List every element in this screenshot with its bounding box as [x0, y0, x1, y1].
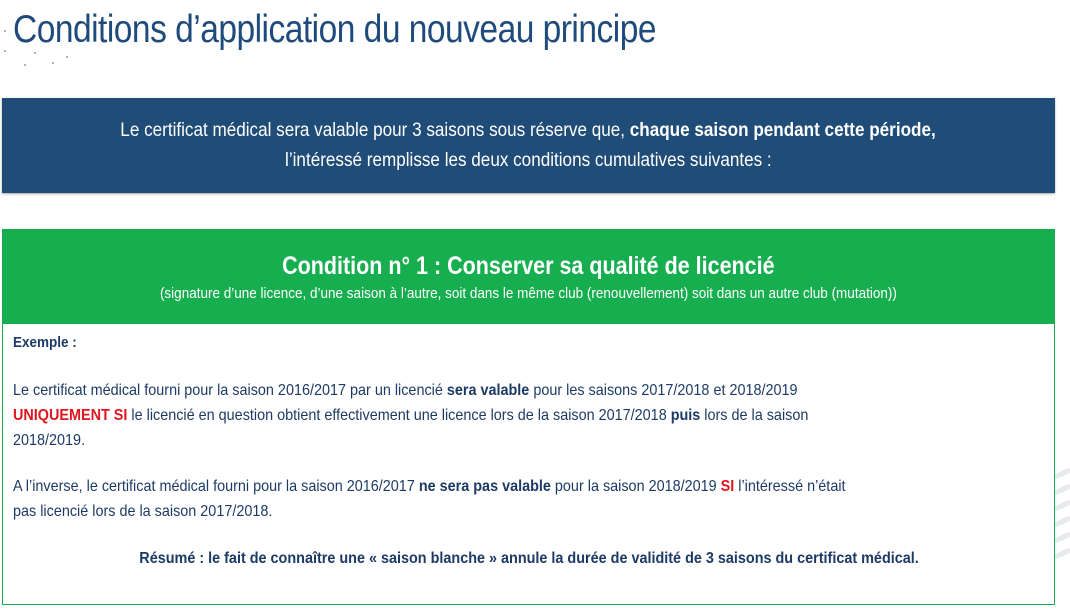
paragraph-2-line-1 — [13, 474, 846, 499]
example-label: Exemple : — [13, 334, 77, 351]
condition-subtitle: (signature d’une licence, d’une saison à l’autre, soit dans le même club (renouvellement) soit dans un autre club (mutation)) — [160, 285, 897, 302]
banner-line-2: l’intéressé remplisse les deux conditions cumulatives suivantes : — [285, 149, 772, 171]
emphasis: ne sera pas valable — [418, 478, 551, 495]
red-emphasis: SI — [720, 478, 735, 495]
banner-emphasis: chaque saison pendant cette période, — [630, 119, 937, 141]
text: lors de la saison — [700, 407, 809, 424]
text: le licencié en question obtient effectivement une licence lors de la saison 2017/2018 — [127, 407, 671, 424]
text: pour les saisons 2017/2018 et 2018/2019 — [529, 382, 798, 399]
page-title: Conditions d’application du nouveau principe — [13, 8, 656, 51]
condition-title: Condition n° 1 : Conserver sa qualité de licencié — [282, 252, 775, 280]
emphasis: puis — [670, 407, 701, 424]
intro-banner — [2, 98, 1055, 193]
banner-line-1 — [121, 116, 936, 146]
emphasis: sera valable — [446, 382, 530, 399]
banner-text: Le certificat médical sera valable pour 3 saisons sous réserve que, — [120, 119, 631, 141]
text: l’intéressé n’était — [734, 478, 846, 495]
summary — [3, 550, 1056, 568]
text: Le certificat médical fourni pour la saison 2016/2017 par un licencié — [13, 382, 447, 399]
condition-header — [3, 230, 1054, 324]
paragraph-1-line-2 — [13, 403, 808, 428]
red-emphasis: UNIQUEMENT SI — [13, 407, 128, 424]
text: pour la saison 2018/2019 — [550, 478, 721, 495]
condition-box — [2, 229, 1055, 605]
paragraph-1-line-1 — [13, 378, 798, 403]
summary-text: Résumé : le fait de connaître une « saison blanche » annule la durée de validité de 3 saisons du certificat médical. — [139, 550, 920, 567]
text: A l’inverse, le certificat médical fourni pour la saison 2016/2017 — [13, 478, 419, 495]
paragraph-1-line-3: 2018/2019. — [13, 432, 86, 449]
paragraph-2-line-2: pas licencié lors de la saison 2017/2018. — [13, 503, 273, 520]
